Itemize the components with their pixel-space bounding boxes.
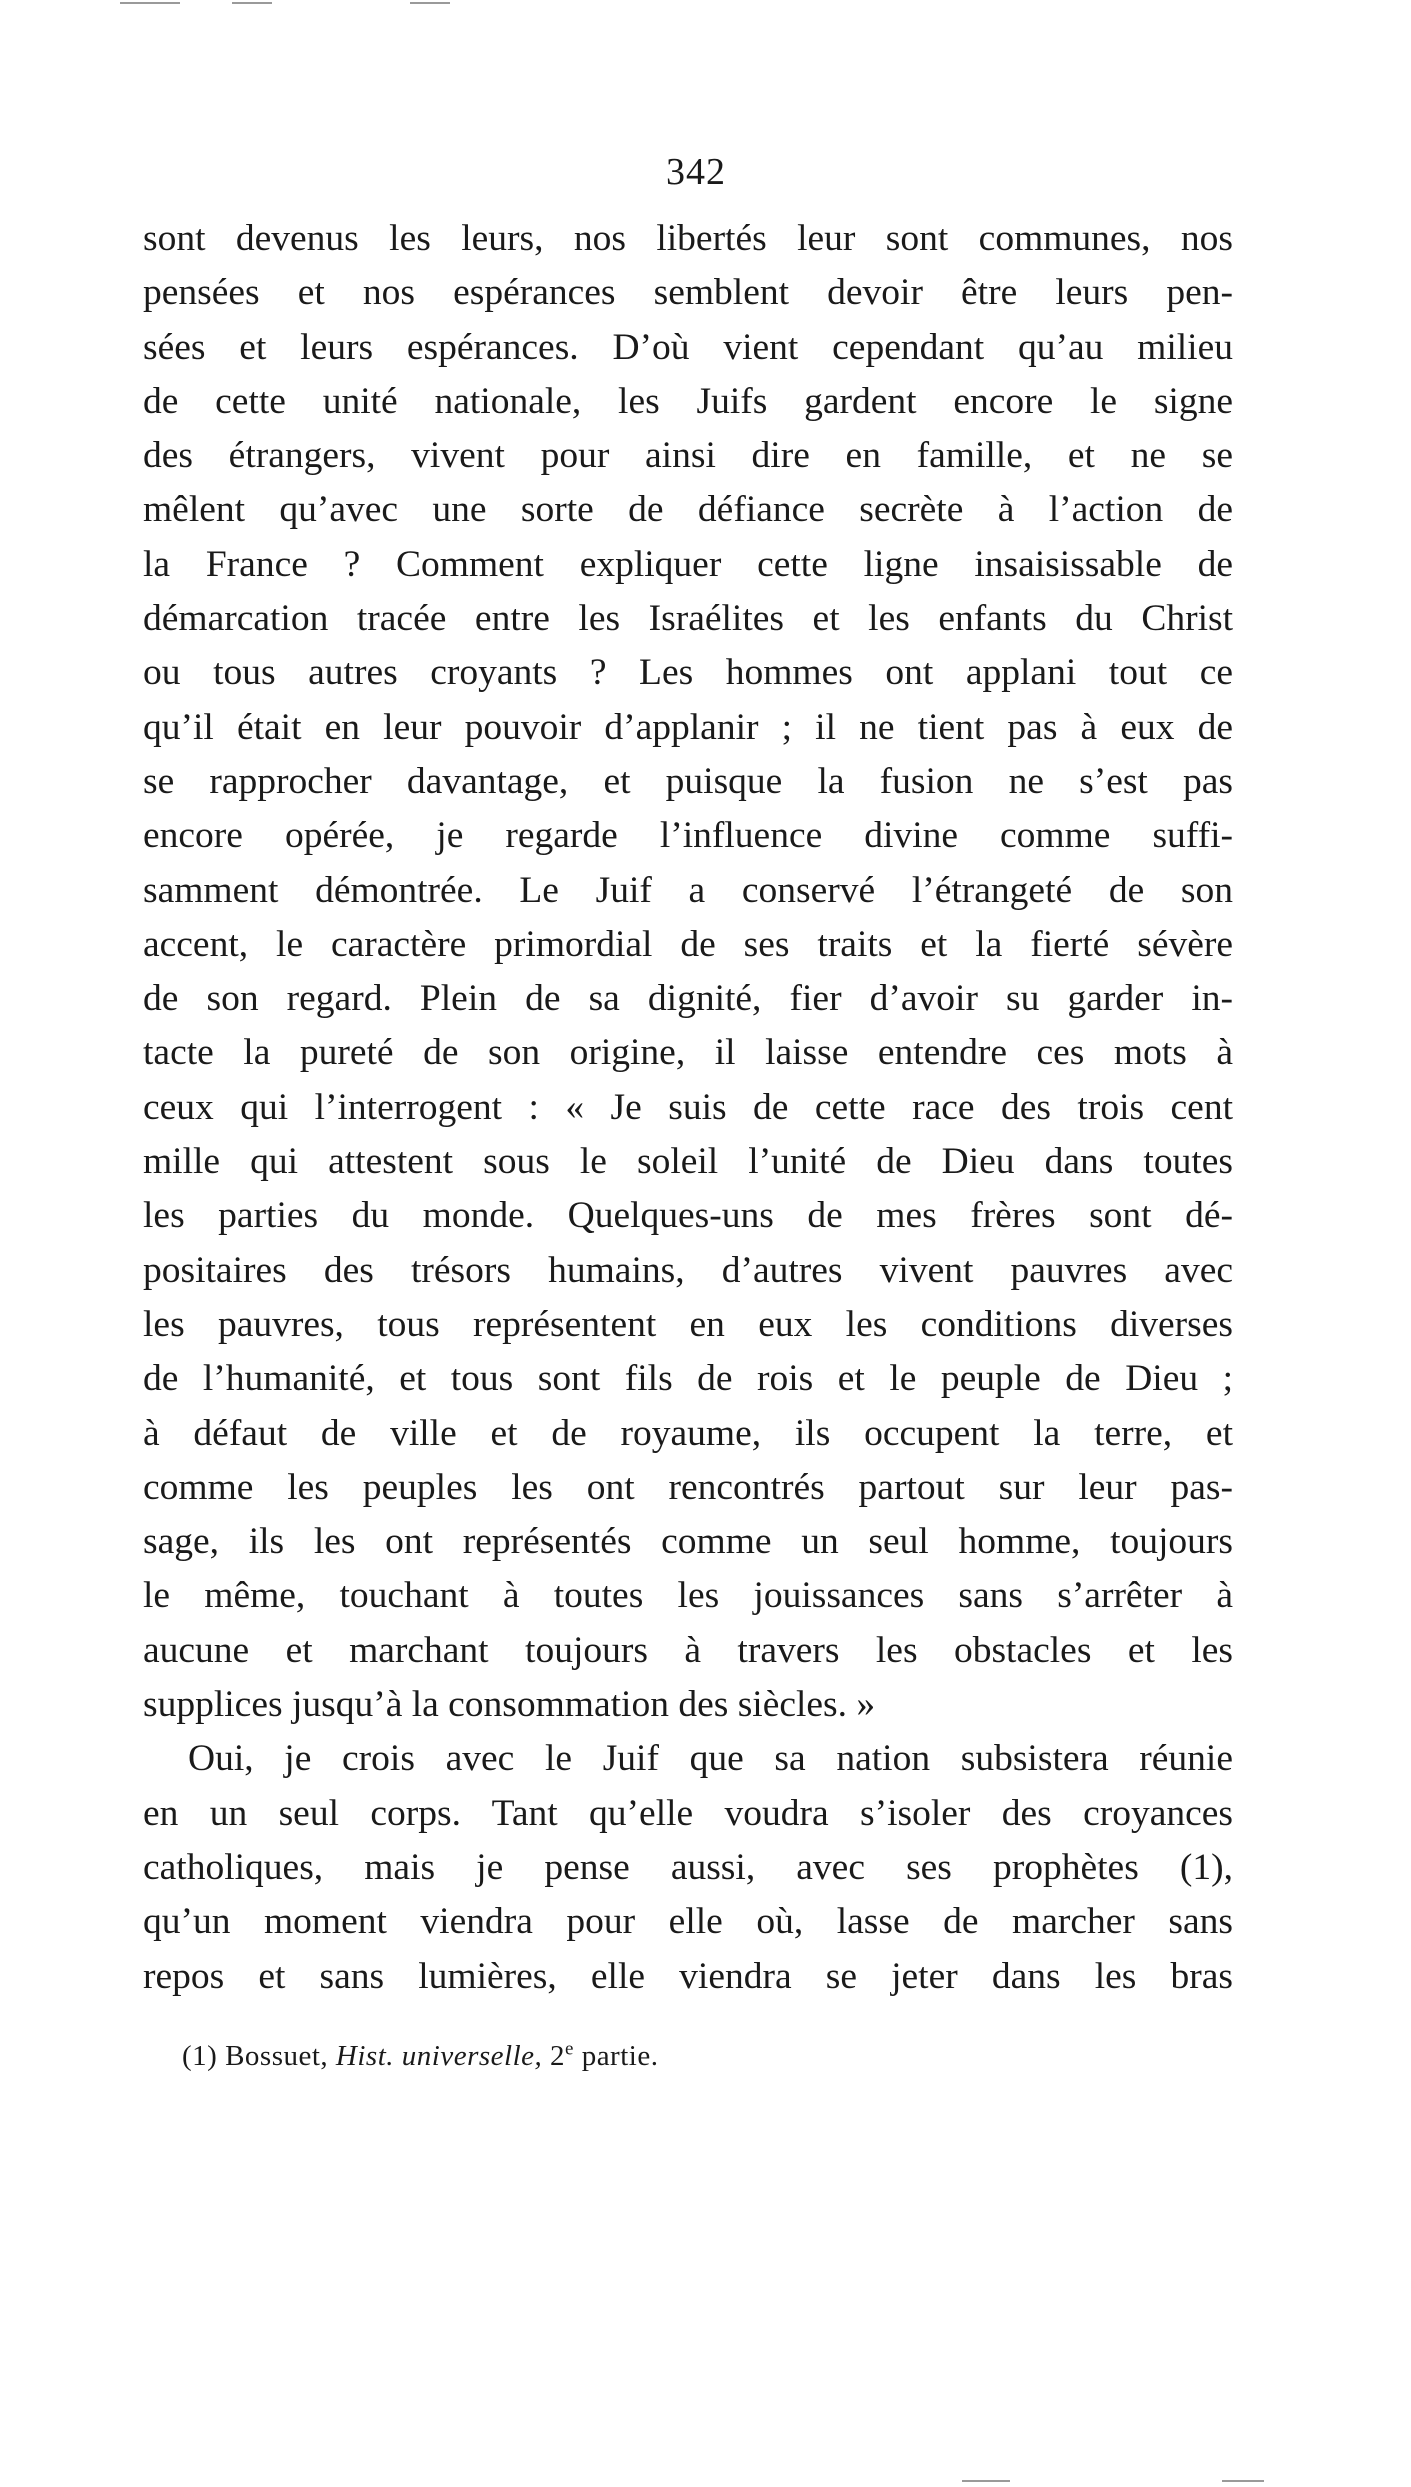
top-scan-mark bbox=[232, 2, 272, 4]
text-line: pensées et nos espérances semblent devoir être leurs pen- bbox=[143, 272, 1233, 314]
top-scan-mark bbox=[120, 2, 180, 4]
footnote-author: Bossuet, bbox=[225, 2040, 329, 2072]
text-line: aucune et marchant toujours à travers les obstacles et les bbox=[143, 1629, 1233, 1671]
text-line: ceux qui l’interrogent : « Je suis de cette race des trois cent bbox=[143, 1086, 1233, 1128]
text-line: démarcation tracée entre les Israélites et les enfants du Christ bbox=[143, 598, 1233, 640]
text-line: supplices jusqu’à la consommation des siècles. » bbox=[143, 1684, 876, 1726]
text-line: qu’il était en leur pouvoir d’applanir ; il ne tient pas à eux de bbox=[143, 706, 1233, 748]
text-line: samment démontrée. Le Juif a conservé l’étrangeté de son bbox=[143, 869, 1233, 911]
footnote-part-number: 2 bbox=[550, 2040, 565, 2072]
text-line: sées et leurs espérances. D’où vient cependant qu’au milieu bbox=[143, 326, 1233, 368]
text-line: qu’un moment viendra pour elle où, lasse de marcher sans bbox=[143, 1901, 1233, 1943]
text-line: positaires des trésors humains, d’autres vivent pauvres avec bbox=[143, 1249, 1233, 1291]
footnote bbox=[182, 2040, 658, 2073]
text-line: les pauvres, tous représentent en eux les conditions diverses bbox=[143, 1303, 1233, 1345]
text-line: le même, touchant à toutes les jouissances sans s’arrêter à bbox=[143, 1575, 1233, 1617]
body-text bbox=[143, 212, 1233, 2004]
bottom-scan-mark bbox=[962, 2480, 1010, 2482]
text-line: de l’humanité, et tous sont fils de rois et le peuple de Dieu ; bbox=[143, 1358, 1233, 1400]
text-line: tacte la pureté de son origine, il laisse entendre ces mots à bbox=[143, 1032, 1233, 1074]
text-line: sont devenus les leurs, nos libertés leur sont communes, nos bbox=[143, 218, 1233, 259]
text-line: en un seul corps. Tant qu’elle voudra s’isoler des croyances bbox=[143, 1792, 1233, 1834]
footnote-part-word: partie. bbox=[581, 2040, 659, 2072]
text-line: de cette unité nationale, les Juifs gardent encore le signe bbox=[143, 380, 1233, 422]
paragraph bbox=[143, 212, 1233, 1732]
text-line: se rapprocher davantage, et puisque la fusion ne s’est pas bbox=[143, 760, 1233, 802]
text-line: mille qui attestent sous le soleil l’unité de Dieu dans toutes bbox=[143, 1141, 1233, 1183]
text-line: accent, le caractère primordial de ses traits et la fierté sévère bbox=[143, 923, 1233, 965]
paragraph bbox=[143, 1732, 1233, 2003]
text-line: des étrangers, vivent pour ainsi dire en famille, et ne se bbox=[143, 435, 1233, 477]
text-line: la France ? Comment expliquer cette ligne insaisissable de bbox=[143, 543, 1233, 585]
text-line: encore opérée, je regarde l’influence divine comme suffi- bbox=[143, 815, 1233, 857]
page-number: 342 bbox=[666, 151, 726, 193]
footnote-title: Hist. universelle, bbox=[335, 2040, 543, 2072]
bottom-scan-mark bbox=[1222, 2480, 1264, 2482]
top-scan-mark bbox=[410, 2, 450, 4]
text-line: sage, ils les ont représentés comme un seul homme, toujours bbox=[143, 1521, 1233, 1563]
footnote-part-suffix: e bbox=[565, 2038, 574, 2060]
text-line: de son regard. Plein de sa dignité, fier d’avoir su garder in- bbox=[143, 978, 1233, 1020]
text-line: mêlent qu’avec une sorte de défiance secrète à l’action de bbox=[143, 489, 1233, 531]
text-line: les parties du monde. Quelques-uns de mes frères sont dé- bbox=[143, 1195, 1233, 1237]
text-line: Oui, je crois avec le Juif que sa nation subsistera réunie bbox=[188, 1738, 1233, 1780]
footnote-marker: (1) bbox=[182, 2040, 218, 2072]
text-line: catholiques, mais je pense aussi, avec ses prophètes (1), bbox=[143, 1846, 1233, 1888]
text-line: repos et sans lumières, elle viendra se jeter dans les bras bbox=[143, 1955, 1233, 1997]
text-line: à défaut de ville et de royaume, ils occupent la terre, et bbox=[143, 1412, 1233, 1454]
text-line: ou tous autres croyants ? Les hommes ont applani tout ce bbox=[143, 652, 1233, 694]
text-line: comme les peuples les ont rencontrés partout sur leur pas- bbox=[143, 1466, 1233, 1508]
